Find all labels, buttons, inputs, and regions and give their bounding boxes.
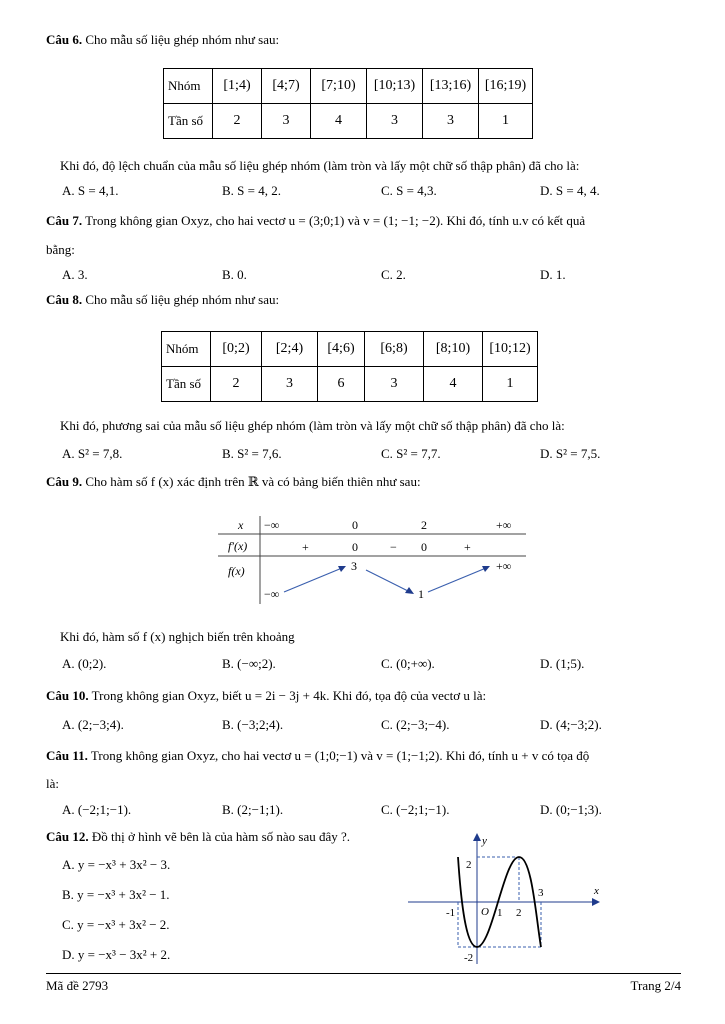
vt-f-val: −∞ bbox=[264, 587, 280, 601]
table-cell: 1 bbox=[483, 367, 538, 402]
exam-code: Mã đề 2793 bbox=[46, 978, 109, 993]
option-d[interactable]: D. (0;−1;3). bbox=[540, 802, 602, 817]
q9-question: Khi đó, hàm số f (x) nghịch biến trên khoảng bbox=[60, 629, 295, 644]
graph-tick: 1 bbox=[497, 907, 503, 919]
table-cell: 3 bbox=[365, 367, 424, 402]
table-cell: 3 bbox=[262, 367, 318, 402]
option-c[interactable]: C. S = 4,3. bbox=[381, 183, 437, 198]
graph-tick: 3 bbox=[538, 887, 544, 899]
q10-label: Câu 10. bbox=[46, 688, 89, 703]
table-cell: [13;16) bbox=[423, 69, 479, 104]
footer-divider bbox=[46, 973, 681, 974]
vt-f-val: 1 bbox=[418, 587, 424, 601]
table-cell: [4;7) bbox=[262, 69, 311, 104]
option-c[interactable]: C. y = −x³ + 3x² − 2. bbox=[62, 917, 170, 932]
table-cell: 3 bbox=[262, 104, 311, 139]
table-cell: 4 bbox=[311, 104, 367, 139]
table-cell: 4 bbox=[424, 367, 483, 402]
vt-f-label: f(x) bbox=[228, 564, 245, 578]
option-a[interactable]: A. S = 4,1. bbox=[62, 183, 119, 198]
q6-options bbox=[62, 183, 682, 199]
option-b[interactable]: B. y = −x³ + 3x² − 1. bbox=[62, 887, 170, 902]
option-a[interactable]: A. (0;2). bbox=[62, 656, 107, 671]
vt-f-val: 3 bbox=[351, 559, 357, 573]
option-d[interactable]: D. (4;−3;2). bbox=[540, 717, 602, 732]
table-cell: 6 bbox=[318, 367, 365, 402]
q12-stem: Câu 12. Đồ thị ở hình vẽ bên là của hàm số nào sau đây ?. bbox=[46, 829, 351, 844]
vt-fp-sign: 0 bbox=[352, 540, 358, 554]
vt-x-val: −∞ bbox=[264, 518, 280, 532]
q8-options bbox=[62, 446, 682, 462]
q11-options bbox=[62, 802, 682, 818]
table-head: Tần số bbox=[162, 367, 211, 402]
table-head: Nhóm bbox=[162, 332, 211, 367]
q11-label: Câu 11. bbox=[46, 748, 88, 763]
option-c[interactable]: C. (2;−3;−4). bbox=[381, 717, 450, 732]
option-b[interactable]: B. S = 4, 2. bbox=[222, 183, 281, 198]
q6-question: Khi đó, độ lệch chuẩn của mẫu số liệu ghép nhóm (làm tròn và lấy một chữ số thập phân) đã cho là: bbox=[60, 158, 580, 173]
q11-stem-cont: là: bbox=[46, 776, 59, 791]
table-head: Nhóm bbox=[164, 69, 213, 104]
graph-tick: 2 bbox=[466, 859, 472, 871]
q9-label: Câu 9. bbox=[46, 474, 83, 489]
table-head: Tần số bbox=[164, 104, 213, 139]
table-cell: [0;2) bbox=[211, 332, 262, 367]
q9-options bbox=[62, 656, 682, 672]
q8-label: Câu 8. bbox=[46, 292, 83, 307]
graph-x-label: x bbox=[594, 885, 599, 897]
q9-stem: Câu 9. Cho hàm số f (x) xác định trên ℝ và có bảng biến thiên như sau: bbox=[46, 474, 421, 489]
option-b[interactable]: B. (−∞;2). bbox=[222, 656, 276, 671]
vt-fp-label: f′(x) bbox=[228, 539, 248, 553]
option-a[interactable]: A. 3. bbox=[62, 267, 88, 282]
graph-y-label: y bbox=[482, 835, 487, 847]
vt-fp-sign: − bbox=[390, 540, 397, 554]
graph-origin: O bbox=[481, 906, 489, 918]
vt-x-val: 0 bbox=[352, 518, 358, 532]
option-d[interactable]: D. S² = 7,5. bbox=[540, 446, 601, 461]
vt-f-val: +∞ bbox=[496, 559, 512, 573]
q10-stem: Câu 10. Trong không gian Oxyz, biết u = 2i − 3j + 4k. Khi đó, tọa độ của vectơ u là: bbox=[46, 688, 487, 703]
vt-fp-sign: 0 bbox=[421, 540, 427, 554]
option-c[interactable]: C. 2. bbox=[381, 267, 406, 282]
option-b[interactable]: B. (2;−1;1). bbox=[222, 802, 284, 817]
vt-fp-sign: + bbox=[464, 540, 471, 554]
option-d[interactable]: D. (1;5). bbox=[540, 656, 585, 671]
option-b[interactable]: B. (−3;2;4). bbox=[222, 717, 284, 732]
table-cell: [4;6) bbox=[318, 332, 365, 367]
option-b[interactable]: B. 0. bbox=[222, 267, 247, 282]
table-cell: [1;4) bbox=[213, 69, 262, 104]
table-cell: [16;19) bbox=[479, 69, 533, 104]
option-c[interactable]: C. S² = 7,7. bbox=[381, 446, 441, 461]
q8-question: Khi đó, phương sai của mẫu số liệu ghép nhóm (làm tròn và lấy một chữ số thập phân) đã cho là: bbox=[60, 418, 565, 433]
q10-options bbox=[62, 717, 682, 733]
vt-fp-sign: + bbox=[302, 540, 309, 554]
table-cell: 1 bbox=[479, 104, 533, 139]
vt-x-val: 2 bbox=[421, 518, 427, 532]
q6-stem: Câu 6. Cho mẫu số liệu ghép nhóm như sau: bbox=[46, 32, 280, 47]
vt-x-val: +∞ bbox=[496, 518, 512, 532]
table-cell: 2 bbox=[211, 367, 262, 402]
graph-tick: 2 bbox=[516, 907, 522, 919]
q7-stem-cont: bằng: bbox=[46, 242, 75, 257]
option-c[interactable]: C. (0;+∞). bbox=[381, 656, 435, 671]
option-d[interactable]: D. 1. bbox=[540, 267, 566, 282]
q7-label: Câu 7. bbox=[46, 213, 83, 228]
option-c[interactable]: C. (−2;1;−1). bbox=[381, 802, 450, 817]
table-cell: [6;8) bbox=[365, 332, 424, 367]
option-d[interactable]: D. y = −x³ − 3x² + 2. bbox=[62, 947, 171, 962]
variation-table bbox=[214, 514, 530, 606]
vt-x-label: x bbox=[238, 518, 244, 532]
q11-stem: Câu 11. Trong không gian Oxyz, cho hai vectơ u = (1;0;−1) và v = (1;−1;2). Khi đó, tính u + v có tọa độ bbox=[46, 748, 590, 763]
graph-tick: -1 bbox=[446, 907, 456, 919]
q7-stem: Câu 7. Trong không gian Oxyz, cho hai vectơ u = (3;0;1) và v = (1; −1; −2). Khi đó, tính u.v có kết quả bbox=[46, 213, 586, 228]
table-cell: [8;10) bbox=[424, 332, 483, 367]
option-a[interactable]: A. (−2;1;−1). bbox=[62, 802, 132, 817]
table-cell: 3 bbox=[423, 104, 479, 139]
option-b[interactable]: B. S² = 7,6. bbox=[222, 446, 282, 461]
page-number: Trang 2/4 bbox=[630, 978, 681, 993]
option-a[interactable]: A. y = −x³ + 3x² − 3. bbox=[62, 857, 171, 872]
option-d[interactable]: D. S = 4, 4. bbox=[540, 183, 600, 198]
table-cell: 3 bbox=[367, 104, 423, 139]
q8-table bbox=[161, 331, 538, 402]
q12-label: Câu 12. bbox=[46, 829, 89, 844]
option-a[interactable]: A. (2;−3;4). bbox=[62, 717, 124, 732]
q8-stem: Câu 8. Cho mẫu số liệu ghép nhóm như sau: bbox=[46, 292, 280, 307]
function-graph bbox=[404, 828, 604, 968]
table-cell: [2;4) bbox=[262, 332, 318, 367]
table-cell: 2 bbox=[213, 104, 262, 139]
q6-label: Câu 6. bbox=[46, 32, 83, 47]
q6-table bbox=[163, 68, 533, 139]
table-cell: [10;13) bbox=[367, 69, 423, 104]
table-cell: [10;12) bbox=[483, 332, 538, 367]
q7-options bbox=[62, 267, 682, 283]
table-cell: [7;10) bbox=[311, 69, 367, 104]
option-a[interactable]: A. S² = 7,8. bbox=[62, 446, 123, 461]
graph-tick: -2 bbox=[464, 952, 474, 964]
